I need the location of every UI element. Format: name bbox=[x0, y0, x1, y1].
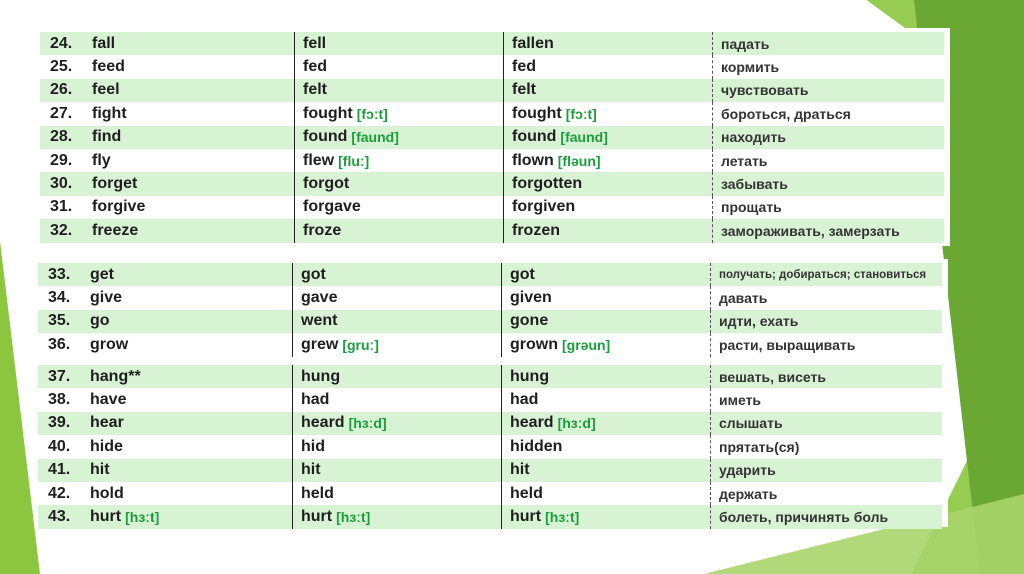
past-participle-cell bbox=[502, 482, 711, 505]
translation-cell bbox=[711, 482, 942, 505]
translation-cell-text: кормить bbox=[721, 59, 780, 76]
past-simple-cell bbox=[295, 55, 504, 78]
infinitive-cell bbox=[86, 435, 293, 458]
infinitive-cell-text: go bbox=[90, 312, 110, 330]
past-participle-cell-text: forgotten bbox=[512, 175, 583, 193]
infinitive-cell-text: fight bbox=[92, 104, 127, 122]
translation-cell-text: падать bbox=[721, 35, 770, 52]
past-participle-cell-text: gone bbox=[510, 312, 549, 330]
infinitive-cell bbox=[86, 482, 293, 505]
translation-cell-text: болеть, причинять боль bbox=[719, 509, 889, 526]
past-simple-cell-transcription: [fluː] bbox=[338, 152, 370, 169]
past-participle-cell bbox=[504, 55, 713, 78]
past-participle-cell bbox=[502, 412, 711, 435]
past-simple-cell bbox=[295, 172, 504, 195]
verb-table-group-3 bbox=[34, 361, 948, 527]
table-row bbox=[40, 219, 944, 242]
translation-cell-text: замораживать, замерзать bbox=[721, 222, 900, 239]
infinitive-cell bbox=[86, 412, 293, 435]
infinitive-cell-text: forget bbox=[92, 175, 138, 193]
past-simple-cell-text: had bbox=[301, 391, 330, 409]
verb-number bbox=[40, 55, 88, 78]
verb-number bbox=[38, 435, 86, 458]
infinitive-cell bbox=[86, 333, 293, 356]
translation-cell-text: идти, ехать bbox=[719, 313, 799, 330]
past-participle-cell-text: fought bbox=[512, 104, 562, 122]
translation-cell bbox=[711, 310, 942, 333]
infinitive-cell-text: freeze bbox=[92, 221, 139, 239]
past-participle-cell-text: heard bbox=[510, 414, 554, 432]
past-simple-cell-transcription: [hɜːt] bbox=[336, 509, 371, 526]
table-row bbox=[38, 388, 942, 411]
past-participle-cell-transcription: [grəun] bbox=[562, 336, 611, 353]
past-simple-cell-text: got bbox=[301, 265, 326, 283]
past-simple-cell-text: fought bbox=[303, 104, 353, 122]
translation-cell bbox=[711, 365, 942, 388]
table-row bbox=[40, 102, 944, 125]
infinitive-cell-text: forgive bbox=[92, 198, 146, 216]
translation-cell bbox=[713, 55, 944, 78]
past-participle-cell-text: grown bbox=[510, 335, 558, 353]
infinitive-cell-text: give bbox=[90, 289, 123, 307]
translation-cell bbox=[711, 505, 942, 528]
infinitive-cell-text: hit bbox=[90, 461, 110, 479]
past-simple-cell bbox=[295, 126, 504, 149]
infinitive-cell-transcription: [hɜːt] bbox=[125, 509, 160, 526]
translation-cell bbox=[713, 32, 944, 55]
translation-cell bbox=[713, 172, 944, 195]
translation-cell-text: давать bbox=[719, 290, 768, 307]
table-row bbox=[38, 505, 942, 528]
verb-number bbox=[38, 505, 86, 528]
verb-number bbox=[40, 79, 88, 102]
table-row bbox=[40, 172, 944, 195]
translation-cell bbox=[711, 286, 942, 309]
past-simple-cell-text: grew bbox=[301, 335, 339, 353]
verb-number-text: 43. bbox=[48, 508, 71, 526]
infinitive-cell-text: feel bbox=[92, 81, 120, 99]
past-simple-cell-text: hid bbox=[301, 437, 325, 455]
infinitive-cell bbox=[88, 79, 295, 102]
past-participle-cell-text: hung bbox=[510, 367, 550, 385]
past-participle-cell-text: frozen bbox=[512, 221, 560, 239]
infinitive-cell-text: hide bbox=[90, 437, 123, 455]
verb-number-text: 27. bbox=[50, 104, 73, 122]
past-simple-cell-transcription: [fɔːt] bbox=[356, 105, 388, 122]
past-participle-cell bbox=[502, 333, 711, 356]
translation-cell bbox=[711, 263, 942, 286]
verb-table-group-2 bbox=[34, 259, 948, 359]
verb-number bbox=[40, 219, 88, 242]
verb-number bbox=[38, 286, 86, 309]
verb-number bbox=[38, 412, 86, 435]
past-participle-cell-transcription: [hɜːt] bbox=[545, 509, 580, 526]
infinitive-cell-text: fly bbox=[92, 151, 111, 169]
translation-cell-text: летать bbox=[721, 152, 768, 169]
past-participle-cell-transcription: [fləun] bbox=[557, 152, 601, 169]
past-participle-cell-transcription: [faund] bbox=[560, 129, 608, 146]
translation-cell bbox=[713, 196, 944, 219]
infinitive-cell-text: hold bbox=[90, 484, 124, 502]
table-row bbox=[40, 55, 944, 78]
table-row bbox=[38, 482, 942, 505]
past-simple-cell-text: heard bbox=[301, 414, 345, 432]
verb-number-text: 35. bbox=[48, 312, 71, 330]
verb-number-text: 41. bbox=[48, 461, 71, 479]
verb-number-text: 39. bbox=[48, 414, 71, 432]
past-participle-cell bbox=[502, 388, 711, 411]
verb-number-text: 42. bbox=[48, 484, 71, 502]
table-row bbox=[40, 196, 944, 219]
infinitive-cell bbox=[88, 196, 295, 219]
past-participle-cell-text: hidden bbox=[510, 437, 563, 455]
infinitive-cell bbox=[86, 310, 293, 333]
table-row bbox=[38, 435, 942, 458]
infinitive-cell-text: fall bbox=[92, 34, 116, 52]
past-simple-cell bbox=[293, 435, 502, 458]
table-row bbox=[38, 459, 942, 482]
past-participle-cell-text: held bbox=[510, 484, 543, 502]
past-participle-cell bbox=[502, 435, 711, 458]
past-simple-cell-text: went bbox=[301, 312, 338, 330]
past-simple-cell bbox=[293, 333, 502, 356]
past-simple-cell-text: forgave bbox=[303, 198, 361, 216]
infinitive-cell bbox=[86, 263, 293, 286]
verb-number bbox=[38, 365, 86, 388]
infinitive-cell-text: get bbox=[90, 265, 114, 283]
infinitive-cell bbox=[88, 172, 295, 195]
past-simple-cell bbox=[295, 32, 504, 55]
past-simple-cell-transcription: [gruː] bbox=[342, 336, 379, 353]
translation-cell bbox=[713, 149, 944, 172]
past-simple-cell-text: flew bbox=[303, 151, 335, 169]
past-participle-cell-text: hit bbox=[510, 461, 530, 479]
verb-number bbox=[38, 388, 86, 411]
verb-number-text: 38. bbox=[48, 391, 71, 409]
verb-number bbox=[40, 32, 88, 55]
past-participle-cell bbox=[504, 172, 713, 195]
past-simple-cell bbox=[295, 219, 504, 242]
past-simple-cell bbox=[295, 102, 504, 125]
translation-cell bbox=[711, 412, 942, 435]
verb-number-text: 34. bbox=[48, 289, 71, 307]
translation-cell-text: прятать(ся) bbox=[719, 438, 800, 455]
infinitive-cell-text: find bbox=[92, 128, 122, 146]
past-simple-cell-text: hung bbox=[301, 367, 341, 385]
past-simple-cell bbox=[293, 459, 502, 482]
verb-number bbox=[40, 172, 88, 195]
past-participle-cell-text: given bbox=[510, 289, 552, 307]
infinitive-cell bbox=[86, 286, 293, 309]
past-simple-cell-transcription: [hɜːd] bbox=[348, 415, 387, 432]
past-participle-cell bbox=[504, 149, 713, 172]
verb-number-text: 36. bbox=[48, 335, 71, 353]
table-row bbox=[38, 263, 942, 286]
translation-cell bbox=[711, 459, 942, 482]
past-participle-cell-text: fallen bbox=[512, 34, 554, 52]
verb-number-text: 24. bbox=[50, 34, 73, 52]
verb-number bbox=[38, 263, 86, 286]
table-row bbox=[40, 126, 944, 149]
translation-cell-text: чувствовать bbox=[721, 82, 809, 99]
past-simple-cell-transcription: [faund] bbox=[351, 129, 399, 146]
verb-number-text: 37. bbox=[48, 367, 71, 385]
past-participle-cell-text: hurt bbox=[510, 508, 542, 526]
table-row bbox=[40, 79, 944, 102]
past-simple-cell-text: held bbox=[301, 484, 334, 502]
past-participle-cell-text: felt bbox=[512, 81, 536, 99]
translation-cell-text: ударить bbox=[719, 462, 776, 479]
infinitive-cell bbox=[88, 55, 295, 78]
verb-number bbox=[38, 482, 86, 505]
infinitive-cell-text: have bbox=[90, 391, 127, 409]
infinitive-cell-text: grow bbox=[90, 335, 129, 353]
infinitive-cell bbox=[86, 459, 293, 482]
translation-cell bbox=[713, 102, 944, 125]
past-simple-cell bbox=[293, 388, 502, 411]
table-row bbox=[40, 149, 944, 172]
past-participle-cell-transcription: [fɔːt] bbox=[565, 105, 597, 122]
translation-cell bbox=[713, 79, 944, 102]
infinitive-cell bbox=[88, 149, 295, 172]
past-simple-cell-text: found bbox=[303, 128, 348, 146]
verb-number bbox=[38, 333, 86, 356]
past-participle-cell-text: found bbox=[512, 128, 557, 146]
translation-cell-text: иметь bbox=[719, 392, 762, 409]
verb-number bbox=[40, 126, 88, 149]
infinitive-cell bbox=[86, 388, 293, 411]
infinitive-cell-text: hurt bbox=[90, 508, 122, 526]
translation-cell-text: получать; добираться; становиться bbox=[719, 268, 927, 281]
past-participle-cell-text: fed bbox=[512, 58, 536, 76]
translation-cell-text: бороться, драться bbox=[721, 105, 851, 122]
table-row bbox=[38, 286, 942, 309]
past-participle-cell bbox=[502, 263, 711, 286]
past-participle-cell-text: forgiven bbox=[512, 198, 576, 216]
table-row bbox=[38, 365, 942, 388]
verb-number-text: 25. bbox=[50, 58, 73, 76]
infinitive-cell-text: hear bbox=[90, 414, 124, 432]
past-participle-cell bbox=[504, 126, 713, 149]
translation-cell-text: забывать bbox=[721, 176, 788, 193]
table-row bbox=[38, 333, 942, 356]
past-participle-cell bbox=[502, 505, 711, 528]
past-participle-cell bbox=[504, 79, 713, 102]
past-simple-cell bbox=[295, 149, 504, 172]
verb-number-text: 28. bbox=[50, 128, 73, 146]
past-simple-cell bbox=[293, 286, 502, 309]
translation-cell-text: вешать, висеть bbox=[719, 368, 826, 385]
verb-number bbox=[40, 149, 88, 172]
infinitive-cell bbox=[86, 365, 293, 388]
infinitive-cell bbox=[88, 32, 295, 55]
past-simple-cell bbox=[293, 505, 502, 528]
verb-number-text: 29. bbox=[50, 151, 73, 169]
past-simple-cell-text: froze bbox=[303, 221, 342, 239]
verb-number bbox=[38, 459, 86, 482]
verb-number-text: 30. bbox=[50, 175, 73, 193]
table-row bbox=[38, 412, 942, 435]
past-participle-cell bbox=[504, 196, 713, 219]
past-participle-cell-text: flown bbox=[512, 151, 554, 169]
past-simple-cell-text: forgot bbox=[303, 175, 350, 193]
table-row bbox=[40, 32, 944, 55]
translation-cell-text: прощать bbox=[721, 199, 782, 216]
past-participle-cell bbox=[502, 286, 711, 309]
past-simple-cell-text: hurt bbox=[301, 508, 333, 526]
past-participle-cell-text: got bbox=[510, 265, 535, 283]
translation-cell-text: слышать bbox=[719, 415, 783, 432]
past-simple-cell bbox=[293, 310, 502, 333]
past-simple-cell bbox=[293, 412, 502, 435]
infinitive-cell bbox=[86, 505, 293, 528]
translation-cell bbox=[711, 435, 942, 458]
translation-cell bbox=[711, 333, 942, 356]
past-participle-cell bbox=[504, 32, 713, 55]
translation-cell-text: держать bbox=[719, 485, 778, 502]
past-simple-cell-text: hit bbox=[301, 461, 321, 479]
verb-number-text: 33. bbox=[48, 265, 71, 283]
verb-table-group-1 bbox=[36, 28, 950, 246]
past-simple-cell bbox=[293, 365, 502, 388]
infinitive-cell-text: feed bbox=[92, 58, 125, 76]
past-simple-cell-text: fed bbox=[303, 58, 327, 76]
verb-number bbox=[40, 196, 88, 219]
translation-cell-text: расти, выращивать bbox=[719, 336, 856, 353]
past-participle-cell bbox=[502, 310, 711, 333]
past-participle-cell bbox=[502, 365, 711, 388]
infinitive-cell bbox=[88, 126, 295, 149]
table-row bbox=[38, 310, 942, 333]
past-simple-cell bbox=[293, 263, 502, 286]
verb-number-text: 32. bbox=[50, 221, 73, 239]
past-simple-cell bbox=[295, 196, 504, 219]
infinitive-cell bbox=[88, 219, 295, 242]
past-simple-cell-text: fell bbox=[303, 34, 327, 52]
past-simple-cell-text: felt bbox=[303, 81, 327, 99]
past-simple-cell-text: gave bbox=[301, 289, 338, 307]
translation-cell bbox=[713, 219, 944, 242]
past-participle-cell-transcription: [hɜːd] bbox=[557, 415, 596, 432]
verb-number-text: 26. bbox=[50, 81, 73, 99]
past-participle-cell bbox=[502, 459, 711, 482]
past-simple-cell bbox=[295, 79, 504, 102]
translation-cell bbox=[711, 388, 942, 411]
past-participle-cell bbox=[504, 102, 713, 125]
verb-number bbox=[38, 310, 86, 333]
verb-number-text: 31. bbox=[50, 198, 73, 216]
infinitive-cell bbox=[88, 102, 295, 125]
past-participle-cell bbox=[504, 219, 713, 242]
verb-number bbox=[40, 102, 88, 125]
translation-cell-text: находить bbox=[721, 129, 787, 146]
verb-number-text: 40. bbox=[48, 437, 71, 455]
infinitive-cell-text: hang** bbox=[90, 367, 141, 385]
past-simple-cell bbox=[293, 482, 502, 505]
translation-cell bbox=[713, 126, 944, 149]
past-participle-cell-text: had bbox=[510, 391, 539, 409]
